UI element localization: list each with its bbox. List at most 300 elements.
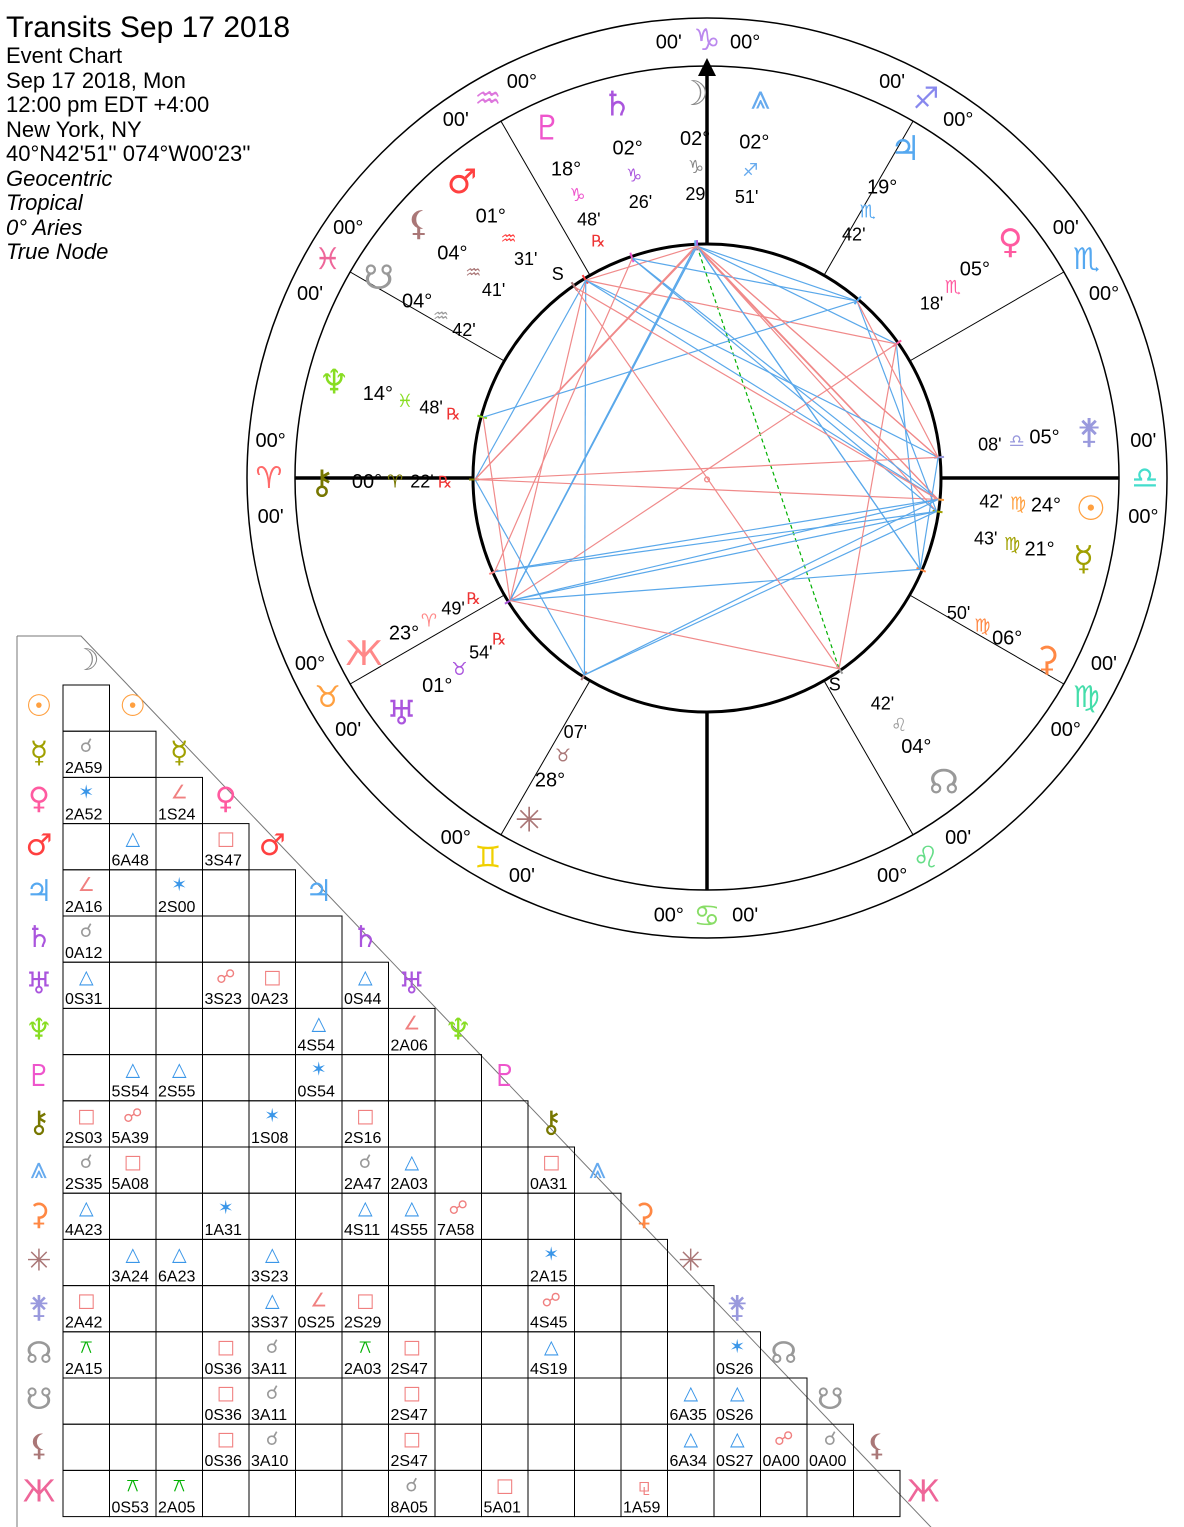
aspect-orb: 2S35 [65,1176,103,1193]
row-glyph-icon: ♄ [25,920,53,956]
aspect-cell [298,1012,335,1054]
aspect-symbol-icon: △ [311,1012,327,1035]
diagonal-glyph-icon: ♇ [491,1058,519,1094]
grid-cell [435,1378,482,1424]
cusp-degree: 00° [943,109,974,132]
aries-icon: ♈ [255,461,283,496]
grid-cell [435,1147,482,1193]
aspect-orb: 4S19 [530,1360,568,1378]
cusp-minutes: 00' [655,31,682,54]
planet-sign: ♏ [859,201,876,223]
aspect-symbol-icon: □ [356,1104,375,1127]
grid-cell [63,824,110,870]
planet-minutes: 29' [685,184,709,205]
aspect-cell [158,874,195,916]
aspect-cell [391,1382,428,1424]
aspect-orb: 2S47 [390,1453,428,1471]
aspect-orb: 2A47 [344,1176,382,1193]
aspect-symbol-icon: □ [216,1382,235,1404]
grid-cell [110,1332,157,1378]
grid-cell [156,1424,203,1470]
aspect-cell [158,1059,195,1101]
planet-sign: ♒ [465,262,482,284]
cusp-minutes: 00' [296,282,324,305]
cusp-minutes: 00' [257,506,284,529]
planet-minutes: 48' [419,397,443,418]
planet-degree: 04° [401,290,433,313]
zodiac-start: 0° Aries [6,214,83,240]
planet-degree: 28° [534,769,566,792]
planet-degree: 24° [1030,494,1062,517]
grid-cell [156,1193,203,1239]
grid-cell [389,1101,436,1147]
cusp-minutes: 00' [335,719,362,742]
grid-cell [342,1470,389,1516]
aspect-cell [716,1336,753,1378]
aspect-orb: 6A35 [669,1407,707,1424]
aspect-symbol-icon: △ [78,966,94,989]
aspect-cell [158,781,195,823]
aspect-cell [205,966,242,1008]
aspect-symbol-icon: ⚻ [358,1335,372,1358]
row-glyph-icon: ✳ [26,1243,52,1279]
grid-cell [761,1378,808,1424]
aspect-cell [65,735,102,777]
mercury-icon: ☿ [1073,539,1095,580]
aspect-orb: 2A06 [390,1037,428,1055]
aspect-cell [251,1336,287,1378]
planet-minutes: 18' [919,293,944,314]
aspect-orb: 3S23 [204,991,242,1009]
grid-cell [435,1286,482,1332]
cusp-degree: 00° [506,71,538,94]
diagonal-glyph-icon: ⚷ [540,1105,563,1140]
planet-sign: ♑ [569,185,586,207]
aspect-symbol-icon: □ [216,1428,235,1451]
planet-minutes: 54' [469,642,493,663]
grid-cell [296,1378,343,1424]
aspect-symbol-icon: ☌ [79,1151,93,1173]
planet-degree: 05° [1029,426,1060,449]
aspect-cell [670,1428,707,1470]
grid-cell [203,1055,250,1101]
sun-icon: ☉ [1075,489,1107,530]
grid-cell [342,1424,389,1470]
aspect-symbol-icon: ✶ [310,1058,327,1081]
planet-minutes: 42' [979,491,1003,512]
planet-degree: 05° [959,258,991,281]
planet-degree: 04° [437,242,468,265]
aspect-cell [530,1290,567,1332]
chiron-icon: ⚷ [309,462,335,503]
aspect-orb: 1A31 [204,1222,242,1240]
aspect-cell [251,966,288,1008]
aspect-cell [391,1428,428,1470]
planet-degree: 02° [612,137,643,160]
diagonal-glyph-icon: ♀ [214,781,237,817]
planet-degree: 04° [901,735,932,758]
row-glyph-icon: ☊ [25,1336,53,1371]
aspect-symbol-icon: ☌ [79,920,93,942]
aspect-symbol-icon: ∠ [403,1012,421,1035]
aspect-symbol-icon: ⚻ [126,1474,140,1497]
diagonal-glyph-icon: ☉ [119,689,147,725]
cusp-minutes: 00' [879,71,906,94]
aspect-symbol-icon: □ [216,1335,235,1358]
grid-cell [482,1239,529,1285]
aspect-symbol-icon: ✶ [264,1104,281,1127]
grid-cell [110,1378,157,1424]
aspect-cell [437,1197,474,1239]
aspect-orb: 0S36 [204,1453,242,1471]
grid-cell [482,1332,529,1378]
aspect-orb: 4S55 [390,1222,428,1240]
aspect-cell [298,1290,335,1332]
grid-cell [249,916,296,962]
aspect-symbol-icon: ☍ [216,966,236,989]
grid-cell [203,916,250,962]
grid-cell [296,1470,343,1516]
aspect-cell [716,1382,753,1424]
aspect-symbol-icon: ✶ [217,1197,234,1220]
diagonal-glyph-icon: ♂ [258,827,286,863]
aspect-orb: 5A08 [111,1176,149,1193]
aspect-symbol-icon: △ [125,1243,141,1266]
virgo-icon: ♍ [1072,680,1100,715]
chart-coords: 40°N42'51'' 074°W00'23'' [6,141,251,166]
aspect-cell [65,920,102,962]
pluto-icon: ♇ [532,108,563,149]
aspect-orb: 0S53 [111,1499,149,1517]
grid-cell [203,1286,250,1332]
aspect-cell [205,1197,242,1239]
aspect-orb: 0S27 [716,1453,754,1471]
aspect-cell [344,1336,381,1378]
mars-icon: ♂ [446,161,478,202]
aspect-orb: 2A05 [158,1499,196,1517]
grid-cell [156,1378,203,1424]
aspect-orb: 2A52 [65,806,103,824]
aspect-symbol-icon: ⚼ [637,1474,651,1497]
grid-cell [156,1147,203,1193]
aspect-cell [251,1428,288,1470]
aspect-orb: 4A23 [65,1222,103,1240]
retrograde-marker: ℞ [466,588,481,608]
cusp-degree: 00° [333,216,364,239]
aspect-symbol-icon: △ [404,1151,420,1173]
aspect-symbol-icon: ∠ [310,1289,328,1312]
aspect-orb: 3A24 [111,1268,149,1286]
station-label: S [828,674,841,695]
diagonal-glyph-icon: ☿ [170,735,189,771]
row-glyph-icon: ☉ [25,689,53,725]
row-glyph-icon: ♅ [25,966,53,1002]
aspect-orb: 4S11 [344,1222,381,1240]
aspect-symbol-icon: □ [77,1289,96,1312]
diagonal-glyph-icon: ☽ [72,643,100,678]
aspect-symbol-icon: △ [125,1058,141,1081]
grid-cell [435,1055,482,1101]
saturn-icon: ♄ [601,84,633,125]
grid-cell [63,1055,110,1101]
aspect-symbol-icon: ☍ [774,1428,794,1451]
diagonal-glyph-icon: ♄ [351,920,379,956]
sagittarius-icon: ♐ [912,81,940,117]
aspect-orb: 0S26 [716,1360,754,1378]
grid-cell [110,1286,157,1332]
aquarius-icon: ♒ [474,81,502,117]
aspect-cell [65,966,102,1008]
capricorn-icon: ♑ [693,23,721,58]
aspect-symbol-icon: □ [123,1151,142,1173]
grid-cell [156,1008,203,1054]
grid-cell [296,1101,343,1147]
diagonal-glyph-icon: Ж [907,1474,940,1510]
aspect-cell [344,1290,381,1332]
planet-sign: ♍ [1009,493,1027,515]
aspect-orb: 6A23 [158,1268,196,1286]
aspect-orb: 2S00 [158,898,196,916]
aspect-symbol-icon: □ [495,1474,514,1497]
aspect-symbol-icon: ✶ [78,781,95,804]
aspect-symbol-icon: △ [78,1197,94,1220]
row-glyph-icon: ⚳ [28,1197,50,1233]
grid-cell [435,1332,482,1378]
aspect-cell [391,1197,428,1239]
aspect-symbol-icon: △ [357,966,373,989]
aspect-cell [530,1336,567,1378]
grid-cell [482,1378,529,1424]
moon-icon: ☽ [678,74,709,115]
gemini-icon: ♊ [474,840,502,876]
grid-cell [435,1470,482,1516]
aspect-cell [623,1474,660,1516]
aspect-orb: 2A15 [530,1268,568,1286]
grid-cell [342,1239,389,1285]
planet-sign: ♈ [386,471,404,493]
aspect-orb: 5S54 [111,1083,149,1101]
juno-icon: ⚵ [1076,412,1102,453]
cancer-icon: ♋ [693,899,721,934]
cusp-degree: 00° [1050,719,1081,742]
grid-cell [575,1424,622,1470]
grid-cell [435,1239,482,1285]
grid-cell [296,962,343,1008]
cusp-degree: 00° [876,864,908,887]
grid-cell [575,1193,622,1239]
vertex-icon: ⩓ [750,77,771,118]
venus-icon: ♀ [997,221,1023,262]
planet-sign: ♏ [944,276,961,298]
aspect-cell [112,1105,149,1147]
grid-cell [435,1424,482,1470]
aspect-cell [65,781,102,823]
cusp-degree: 00° [294,653,326,676]
aspect-cell [65,1105,102,1147]
grid-cell [203,1470,250,1516]
row-glyph-icon: ♀ [28,781,50,817]
row-glyph-icon: ♇ [25,1058,53,1094]
grid-cell [110,870,157,916]
aspect-cell [391,1336,428,1378]
aspect-symbol-icon: ☌ [265,1335,279,1358]
planet-minutes: 48' [577,209,601,230]
retrograde-marker: ℞ [491,629,507,649]
aspect-cell [65,1197,102,1239]
planet-minutes: 22' [410,471,434,492]
planet-sign: ♒ [432,305,450,327]
grid-cell [156,1332,203,1378]
aspect-cell [484,1474,521,1516]
grid-cell [110,777,157,823]
planet-sign: ♑ [688,157,705,179]
grid-cell [296,1332,343,1378]
retrograde-marker: ℞ [437,472,453,492]
grid-cell [296,1147,343,1193]
aspect-cell [112,1474,149,1516]
station-label: S [551,263,564,284]
aspect-grid-group [17,633,954,1527]
aspect-orb: 0A00 [762,1453,800,1471]
aspect-cell [205,828,242,870]
aspect-cell [65,1151,102,1193]
cusp-minutes: 00' [732,904,759,927]
planet-sign: ♎ [1008,430,1025,452]
aspect-orb: 0A12 [65,945,103,962]
aspect-cell [158,1474,195,1516]
libra-icon: ♎ [1131,461,1159,496]
grid-cell [435,1101,482,1147]
aspect-symbol-icon: ☌ [405,1474,419,1497]
neptune-icon: ♆ [319,362,350,403]
grid-cell [668,1332,715,1378]
cusp-degree: 00° [1128,506,1159,529]
grid-cell [575,1332,622,1378]
grid-cell [482,1101,529,1147]
aspect-cell [205,1382,242,1424]
planet-degree: 01° [422,674,453,697]
aspect-symbol-icon: △ [171,1058,187,1081]
grid-cell [528,1470,575,1516]
aspect-orb: 3A11 [251,1360,288,1378]
cusp-minutes: 00' [1130,429,1157,452]
grid-cell [714,1470,761,1516]
grid-cell [110,1193,157,1239]
planet-minutes: 42' [870,693,895,714]
grid-cell [482,1286,529,1332]
grid-cell [63,1378,110,1424]
aspect-cell [251,1243,288,1285]
aspect-orb: 5A39 [111,1129,149,1147]
taurus-icon: ♉ [314,680,342,715]
row-glyph-icon: ☋ [25,1382,53,1418]
aspect-orb: 0S54 [297,1083,335,1101]
grid-cell [110,916,157,962]
aspect-cell [391,1012,428,1054]
diagonal-glyph-icon: ♆ [444,1012,472,1048]
aspect-orb: 0S25 [297,1314,335,1332]
chart-title: Transits Sep 17 2018 [6,11,291,44]
aspect-orb: 2A03 [390,1176,428,1193]
grid-cell [156,916,203,962]
aspect-symbol-icon: ☍ [123,1104,143,1127]
aspect-symbol-icon: △ [404,1197,420,1220]
grid-cell [110,731,157,777]
planet-minutes: 26' [628,191,653,212]
aspect-orb: 0A23 [251,991,289,1009]
grid-cell [156,824,203,870]
jupiter-icon: ♃ [890,128,921,169]
diagonal-glyph-icon: ♅ [398,966,426,1002]
aspect-cell [112,1059,149,1101]
chart-time: 12:00 pm EDT +4:00 [6,92,210,117]
grid-cell [621,1286,668,1332]
aspect-orb: 4S54 [297,1037,335,1055]
aspect-symbol-icon: □ [263,966,282,989]
aspect-orb: 0A00 [809,1453,847,1471]
grid-cell [761,1470,808,1516]
aspect-cell [65,1336,102,1378]
grid-cell [389,1055,436,1101]
grid-cell [110,1424,157,1470]
grid-cell [807,1470,854,1516]
planet-degree: 21° [1024,538,1055,561]
center-marker: ⚬ [699,470,715,491]
aspect-orb: 8A05 [390,1499,428,1517]
planet-sign: ♍ [1004,533,1021,555]
grid-cell [342,1008,389,1054]
aspect-symbol-icon: ☌ [265,1428,279,1451]
uranus-icon: ♅ [386,693,417,734]
grid-cell [63,1008,110,1054]
planet-sign: ♒ [500,228,517,250]
aspect-cell [205,1336,242,1378]
planet-degree: 06° [992,627,1023,650]
aspect-orb: 3A11 [251,1407,288,1424]
planet-minutes: 41' [481,280,506,301]
aspect-orb: 1A59 [623,1499,661,1517]
diagonal-glyph-icon: ⚳ [633,1197,656,1233]
chart-type: Event Chart [6,43,123,68]
grid-cell [342,1055,389,1101]
diagonal-glyph-icon: ☋ [816,1382,844,1418]
grid-cell [63,1239,110,1285]
scorpio-icon: ♏ [1072,242,1100,277]
aspect-orb: 2S29 [344,1314,382,1332]
planet-degree: 14° [362,382,393,405]
aspect-symbol-icon: □ [402,1335,421,1358]
grid-cell [110,962,157,1008]
aspect-symbol-icon: ☌ [265,1382,279,1404]
aspect-orb: 2S55 [158,1083,196,1101]
aspect-cell [763,1428,800,1470]
aspect-symbol-icon: △ [729,1382,745,1404]
aspect-orb: 1S24 [158,806,196,824]
aspect-symbol-icon: ☍ [448,1197,468,1220]
grid-cell [296,1193,343,1239]
cusp-degree: 00° [730,31,761,54]
aspect-orb: 4S45 [530,1314,568,1332]
lilith-icon: ⚸ [406,203,432,244]
grid-cell [203,1147,250,1193]
grid-cell [249,1055,296,1101]
aspect-orb: 0S31 [65,991,103,1009]
grid-cell [296,1424,343,1470]
planet-minutes: 42' [842,224,866,245]
aspect-cell [158,1243,195,1285]
aspect-orb: 6A34 [669,1453,707,1471]
aspect-symbol-icon: ☌ [358,1151,372,1173]
